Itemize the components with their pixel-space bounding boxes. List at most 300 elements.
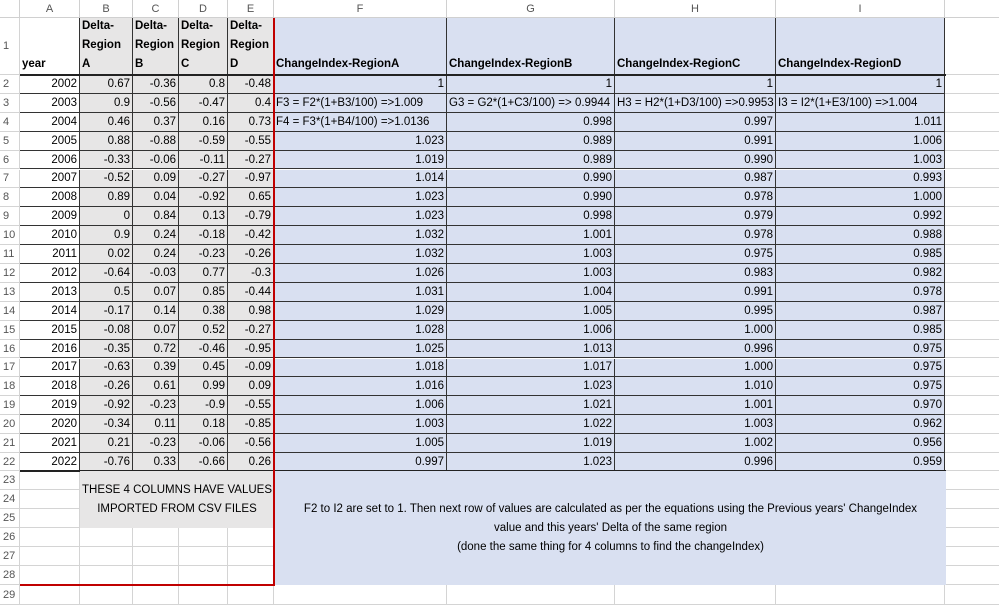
data-cell[interactable]: H3 = H2*(1+D3/100) =>0.9953 (615, 94, 776, 113)
data-cell[interactable]: 0.88 (80, 132, 133, 151)
data-cell[interactable]: 1.004 (447, 283, 615, 302)
cell[interactable] (80, 547, 133, 566)
data-cell[interactable]: -0.27 (179, 170, 228, 189)
data-cell[interactable]: -0.56 (133, 94, 179, 113)
data-cell[interactable]: -0.3 (228, 264, 274, 283)
cell[interactable] (179, 547, 228, 566)
cell[interactable] (133, 585, 179, 605)
cell[interactable] (945, 415, 999, 434)
data-cell[interactable]: 0.38 (179, 302, 228, 321)
data-cell[interactable]: 1.006 (447, 321, 615, 340)
data-cell[interactable]: -0.92 (80, 396, 133, 415)
header-cell[interactable]: year (20, 18, 80, 75)
data-cell[interactable]: -0.26 (228, 245, 274, 264)
data-cell[interactable]: -0.34 (80, 415, 133, 434)
row-number[interactable]: 15 (0, 321, 20, 340)
row-number[interactable]: 5 (0, 132, 20, 151)
data-cell[interactable]: 1.025 (274, 340, 447, 359)
header-cell[interactable]: ChangeIndex-RegionB (447, 18, 615, 75)
row-number[interactable]: 2 (0, 75, 20, 94)
data-cell[interactable]: 0.98 (228, 302, 274, 321)
cell[interactable] (80, 566, 133, 585)
cell[interactable] (945, 132, 999, 151)
row-number[interactable]: 7 (0, 170, 20, 189)
header-cell[interactable]: Delta-Region D (228, 18, 274, 75)
data-cell[interactable]: 1.019 (274, 151, 447, 170)
data-cell[interactable]: 1.003 (776, 151, 945, 170)
data-cell[interactable]: 2012 (20, 264, 80, 283)
data-cell[interactable]: -0.03 (133, 264, 179, 283)
data-cell[interactable]: 0.13 (179, 207, 228, 226)
data-cell[interactable]: 2015 (20, 321, 80, 340)
row-number[interactable]: 9 (0, 207, 20, 226)
cell[interactable] (945, 18, 999, 75)
cell[interactable] (20, 509, 80, 528)
row-number[interactable]: 18 (0, 377, 20, 396)
data-cell[interactable]: 0.26 (228, 453, 274, 471)
data-cell[interactable]: -0.97 (228, 170, 274, 189)
data-cell[interactable]: 1.023 (447, 453, 615, 471)
row-number[interactable]: 12 (0, 264, 20, 283)
data-cell[interactable]: 0.07 (133, 321, 179, 340)
data-cell[interactable]: -0.23 (179, 245, 228, 264)
data-cell[interactable]: 0.983 (615, 264, 776, 283)
data-cell[interactable]: 1.006 (776, 132, 945, 151)
cell[interactable] (945, 396, 999, 415)
data-cell[interactable]: 1.010 (615, 377, 776, 396)
data-cell[interactable]: -0.27 (228, 321, 274, 340)
cell[interactable] (945, 188, 999, 207)
column-header[interactable] (945, 0, 999, 18)
data-cell[interactable]: 1.003 (447, 264, 615, 283)
data-cell[interactable]: 1.014 (274, 170, 447, 189)
data-cell[interactable]: 0.959 (776, 453, 945, 471)
data-cell[interactable]: 1.000 (615, 321, 776, 340)
row-number[interactable]: 20 (0, 415, 20, 434)
calc-note-line3: (done the same thing for 4 columns to find the changeIndex) (457, 540, 764, 553)
data-cell[interactable]: 1.002 (615, 434, 776, 453)
data-cell[interactable]: 0.996 (615, 340, 776, 359)
data-cell[interactable]: 0.02 (80, 245, 133, 264)
cell[interactable] (133, 547, 179, 566)
data-cell[interactable]: 0.978 (615, 226, 776, 245)
data-cell[interactable]: 0.89 (80, 188, 133, 207)
data-cell[interactable]: -0.17 (80, 302, 133, 321)
data-cell[interactable]: 0.993 (776, 170, 945, 189)
data-cell[interactable]: 2022 (20, 453, 80, 471)
data-cell[interactable]: -0.95 (228, 340, 274, 359)
data-cell[interactable]: 0.04 (133, 188, 179, 207)
data-cell[interactable]: 0.5 (80, 283, 133, 302)
data-cell[interactable]: 0.989 (447, 151, 615, 170)
row-number[interactable]: 23 (0, 471, 20, 490)
cell[interactable] (20, 547, 80, 566)
data-cell[interactable]: 0.99 (179, 377, 228, 396)
data-cell[interactable]: -0.47 (179, 94, 228, 113)
data-cell[interactable]: 0.956 (776, 434, 945, 453)
data-cell[interactable]: 0.985 (776, 321, 945, 340)
cell[interactable] (945, 245, 999, 264)
data-cell[interactable]: -0.08 (80, 321, 133, 340)
data-cell[interactable]: -0.92 (179, 188, 228, 207)
data-cell[interactable]: 1.001 (615, 396, 776, 415)
row-number[interactable]: 13 (0, 283, 20, 302)
data-cell[interactable]: 1 (776, 75, 945, 94)
row-number[interactable]: 4 (0, 113, 20, 132)
data-cell[interactable]: -0.42 (228, 226, 274, 245)
data-cell[interactable]: 0.985 (776, 245, 945, 264)
data-cell[interactable]: 2009 (20, 207, 80, 226)
data-cell[interactable]: 2013 (20, 283, 80, 302)
data-cell[interactable]: 1.006 (274, 396, 447, 415)
data-cell[interactable]: 1.005 (274, 434, 447, 453)
data-cell[interactable]: 0.67 (80, 75, 133, 94)
data-cell[interactable]: 0.4 (228, 94, 274, 113)
header-cell[interactable]: Delta-Region A (80, 18, 133, 75)
cell[interactable] (945, 113, 999, 132)
data-cell[interactable]: 0.18 (179, 415, 228, 434)
cell[interactable] (945, 207, 999, 226)
data-cell[interactable]: 1.011 (776, 113, 945, 132)
cell[interactable] (945, 528, 999, 547)
data-cell[interactable]: I3 = I2*(1+E3/100) =>1.004 (776, 94, 945, 113)
cell[interactable] (228, 585, 274, 605)
data-cell[interactable]: -0.64 (80, 264, 133, 283)
data-cell[interactable]: -0.59 (179, 132, 228, 151)
data-cell[interactable]: 1.000 (776, 188, 945, 207)
data-cell[interactable]: 0.975 (776, 377, 945, 396)
data-cell[interactable]: 0.970 (776, 396, 945, 415)
cell[interactable] (80, 585, 133, 605)
data-cell[interactable]: -0.23 (133, 434, 179, 453)
column-header[interactable]: H (615, 0, 776, 18)
data-cell[interactable]: 0.84 (133, 207, 179, 226)
cell[interactable] (945, 453, 999, 471)
data-cell[interactable]: 1.021 (447, 396, 615, 415)
data-cell[interactable]: 0.9 (80, 94, 133, 113)
data-cell[interactable]: 0.992 (776, 207, 945, 226)
data-cell[interactable]: 0.37 (133, 113, 179, 132)
calc-note[interactable] (275, 471, 946, 585)
data-cell[interactable]: -0.76 (80, 453, 133, 471)
cell[interactable] (945, 170, 999, 189)
data-cell[interactable]: -0.09 (228, 359, 274, 378)
cell[interactable] (945, 75, 999, 94)
data-cell[interactable]: -0.18 (179, 226, 228, 245)
data-cell[interactable]: 0.46 (80, 113, 133, 132)
row-number[interactable]: 16 (0, 340, 20, 359)
data-cell[interactable]: 0.61 (133, 377, 179, 396)
data-cell[interactable]: 0.998 (447, 207, 615, 226)
row-number[interactable]: 25 (0, 509, 20, 528)
data-cell[interactable]: F3 = F2*(1+B3/100) =>1.009 (274, 94, 447, 113)
data-cell[interactable]: 2017 (20, 359, 80, 378)
data-cell[interactable]: -0.55 (228, 132, 274, 151)
data-cell[interactable]: 1.001 (447, 226, 615, 245)
data-cell[interactable]: -0.26 (80, 377, 133, 396)
data-cell[interactable]: 1.013 (447, 340, 615, 359)
cell[interactable] (945, 321, 999, 340)
row-number[interactable]: 21 (0, 434, 20, 453)
data-cell[interactable]: -0.63 (80, 359, 133, 378)
data-cell[interactable]: 1.028 (274, 321, 447, 340)
data-cell[interactable]: -0.44 (228, 283, 274, 302)
cell[interactable] (228, 566, 274, 585)
row-number[interactable]: 1 (0, 18, 20, 75)
cell[interactable] (615, 585, 776, 605)
data-cell[interactable]: 0.65 (228, 188, 274, 207)
data-cell[interactable]: 0.979 (615, 207, 776, 226)
cell[interactable] (945, 151, 999, 170)
data-cell[interactable]: -0.66 (179, 453, 228, 471)
cell[interactable] (945, 340, 999, 359)
data-cell[interactable]: -0.11 (179, 151, 228, 170)
data-cell[interactable]: 1 (274, 75, 447, 94)
cell[interactable] (776, 585, 945, 605)
data-cell[interactable]: 1.023 (274, 207, 447, 226)
cell[interactable] (228, 528, 274, 547)
data-cell[interactable]: 1.000 (615, 359, 776, 378)
data-cell[interactable]: 0.11 (133, 415, 179, 434)
row-number[interactable]: 27 (0, 547, 20, 566)
data-cell[interactable]: 0.21 (80, 434, 133, 453)
cell[interactable] (447, 585, 615, 605)
data-cell[interactable]: 0.85 (179, 283, 228, 302)
cell[interactable] (228, 547, 274, 566)
data-cell[interactable]: 0.24 (133, 245, 179, 264)
data-cell[interactable]: 2020 (20, 415, 80, 434)
data-cell[interactable]: 2002 (20, 75, 80, 94)
data-cell[interactable]: 0.975 (776, 359, 945, 378)
data-cell[interactable]: 0.991 (615, 132, 776, 151)
row-number[interactable]: 28 (0, 566, 20, 585)
column-header[interactable]: G (447, 0, 615, 18)
data-cell[interactable]: -0.48 (228, 75, 274, 94)
data-cell[interactable]: -0.23 (133, 396, 179, 415)
data-cell[interactable]: 0.39 (133, 359, 179, 378)
data-cell[interactable]: 2004 (20, 113, 80, 132)
header-cell[interactable]: Delta-Region C (179, 18, 228, 75)
data-cell[interactable]: 0.8 (179, 75, 228, 94)
data-cell[interactable]: 1.017 (447, 359, 615, 378)
cell[interactable] (179, 585, 228, 605)
cell[interactable] (20, 585, 80, 605)
data-cell[interactable]: 1.005 (447, 302, 615, 321)
data-cell[interactable]: 2008 (20, 188, 80, 207)
data-cell[interactable]: 0.987 (776, 302, 945, 321)
cell[interactable] (20, 471, 80, 490)
data-cell[interactable]: -0.36 (133, 75, 179, 94)
data-cell[interactable]: 1.023 (274, 132, 447, 151)
header-cell[interactable]: ChangeIndex-RegionA (274, 18, 447, 75)
data-cell[interactable]: 0.990 (615, 151, 776, 170)
cell[interactable] (274, 585, 447, 605)
cell[interactable] (945, 283, 999, 302)
header-cell[interactable]: ChangeIndex-RegionD (776, 18, 945, 75)
data-cell[interactable]: 0.45 (179, 359, 228, 378)
column-header[interactable]: A (20, 0, 80, 18)
column-header[interactable]: F (274, 0, 447, 18)
csv-note[interactable] (80, 471, 274, 528)
cell[interactable] (133, 566, 179, 585)
cell[interactable] (20, 490, 80, 509)
data-cell[interactable]: -0.33 (80, 151, 133, 170)
data-cell[interactable]: 0.996 (615, 453, 776, 471)
data-cell[interactable]: 0.997 (274, 453, 447, 471)
data-cell[interactable]: 0.16 (179, 113, 228, 132)
data-cell[interactable]: -0.06 (133, 151, 179, 170)
row-number[interactable]: 10 (0, 226, 20, 245)
cell[interactable] (945, 359, 999, 378)
data-cell[interactable]: -0.46 (179, 340, 228, 359)
data-cell[interactable]: 0.72 (133, 340, 179, 359)
cell[interactable] (179, 566, 228, 585)
cell[interactable] (945, 94, 999, 113)
cell[interactable] (179, 528, 228, 547)
data-cell[interactable]: 1.023 (274, 188, 447, 207)
data-cell[interactable]: -0.88 (133, 132, 179, 151)
cell[interactable] (945, 302, 999, 321)
cell[interactable] (945, 566, 999, 585)
data-cell[interactable]: 0.978 (615, 188, 776, 207)
data-cell[interactable]: 2003 (20, 94, 80, 113)
data-cell[interactable]: 1.003 (274, 415, 447, 434)
data-cell[interactable]: -0.9 (179, 396, 228, 415)
data-cell[interactable]: 2014 (20, 302, 80, 321)
row-number[interactable]: 14 (0, 302, 20, 321)
data-cell[interactable]: 2007 (20, 170, 80, 189)
data-cell[interactable]: 1.029 (274, 302, 447, 321)
data-cell[interactable]: -0.56 (228, 434, 274, 453)
calc-note-line2: value and this years' Delta of the same region (494, 521, 727, 534)
data-cell[interactable]: 0.73 (228, 113, 274, 132)
cell[interactable] (20, 566, 80, 585)
data-cell[interactable]: 0.975 (776, 340, 945, 359)
cell[interactable] (945, 585, 999, 605)
data-cell[interactable]: 0.09 (133, 170, 179, 189)
csv-note-line1: THESE 4 COLUMNS HAVE VALUES (81, 483, 272, 496)
cell[interactable] (945, 490, 999, 509)
data-cell[interactable]: -0.35 (80, 340, 133, 359)
row-number[interactable]: 3 (0, 94, 20, 113)
column-header[interactable]: B (80, 0, 133, 18)
data-cell[interactable]: -0.55 (228, 396, 274, 415)
row-number[interactable]: 24 (0, 490, 20, 509)
cell[interactable] (80, 528, 133, 547)
row-number[interactable]: 22 (0, 453, 20, 471)
data-cell[interactable]: 1.026 (274, 264, 447, 283)
data-cell[interactable]: 0.990 (447, 188, 615, 207)
data-cell[interactable]: 1.022 (447, 415, 615, 434)
data-cell[interactable]: 2005 (20, 132, 80, 151)
cell[interactable] (945, 264, 999, 283)
data-cell[interactable]: 0 (80, 207, 133, 226)
data-cell[interactable]: -0.85 (228, 415, 274, 434)
data-cell[interactable]: -0.52 (80, 170, 133, 189)
data-cell[interactable]: 0.982 (776, 264, 945, 283)
data-cell[interactable]: 0.14 (133, 302, 179, 321)
data-cell[interactable]: 0.995 (615, 302, 776, 321)
data-cell[interactable]: 0.77 (179, 264, 228, 283)
data-cell[interactable]: 0.9 (80, 226, 133, 245)
row-number[interactable]: 17 (0, 359, 20, 378)
cell[interactable] (945, 226, 999, 245)
data-cell[interactable]: 0.24 (133, 226, 179, 245)
data-cell[interactable]: 1.032 (274, 245, 447, 264)
data-cell[interactable]: 0.07 (133, 283, 179, 302)
cell[interactable] (945, 509, 999, 528)
row-number[interactable]: 29 (0, 585, 20, 605)
data-cell[interactable]: 1.031 (274, 283, 447, 302)
data-cell[interactable]: 0.33 (133, 453, 179, 471)
data-cell[interactable]: -0.79 (228, 207, 274, 226)
data-cell[interactable]: 1.003 (615, 415, 776, 434)
data-cell[interactable]: 2016 (20, 340, 80, 359)
data-cell[interactable]: 1.032 (274, 226, 447, 245)
column-header[interactable]: I (776, 0, 945, 18)
row-number[interactable]: 19 (0, 396, 20, 415)
row-number[interactable]: 26 (0, 528, 20, 547)
data-cell[interactable]: 0.998 (447, 113, 615, 132)
data-cell[interactable]: 1 (615, 75, 776, 94)
row-number[interactable]: 8 (0, 188, 20, 207)
data-cell[interactable]: G3 = G2*(1+C3/100) => 0.9944 (447, 94, 615, 113)
cell[interactable] (945, 471, 999, 490)
data-cell[interactable]: 2019 (20, 396, 80, 415)
data-cell[interactable]: -0.06 (179, 434, 228, 453)
data-cell[interactable]: 1.023 (447, 377, 615, 396)
data-cell[interactable]: 0.962 (776, 415, 945, 434)
cell[interactable] (20, 528, 80, 547)
data-cell[interactable]: 2006 (20, 151, 80, 170)
header-cell[interactable]: Delta-Region B (133, 18, 179, 75)
data-cell[interactable]: 2018 (20, 377, 80, 396)
data-cell[interactable]: 0.52 (179, 321, 228, 340)
column-header[interactable]: E (228, 0, 274, 18)
header-cell[interactable]: ChangeIndex-RegionC (615, 18, 776, 75)
data-cell[interactable]: 1.018 (274, 359, 447, 378)
data-cell[interactable]: 2021 (20, 434, 80, 453)
data-cell[interactable]: -0.27 (228, 151, 274, 170)
row-number[interactable]: 6 (0, 151, 20, 170)
data-cell[interactable]: 0.978 (776, 283, 945, 302)
cell[interactable] (945, 434, 999, 453)
data-cell[interactable]: 0.09 (228, 377, 274, 396)
data-cell[interactable]: 2011 (20, 245, 80, 264)
data-cell[interactable]: 0.989 (447, 132, 615, 151)
data-cell[interactable]: 1.016 (274, 377, 447, 396)
data-cell[interactable]: 1 (447, 75, 615, 94)
data-cell[interactable]: 0.987 (615, 170, 776, 189)
red-border-right (273, 18, 275, 586)
column-header[interactable]: D (179, 0, 228, 18)
data-cell[interactable]: 0.988 (776, 226, 945, 245)
data-cell[interactable]: 0.997 (615, 113, 776, 132)
cell[interactable] (133, 528, 179, 547)
data-cell[interactable]: 0.991 (615, 283, 776, 302)
row-number[interactable]: 11 (0, 245, 20, 264)
cell[interactable] (945, 377, 999, 396)
data-cell[interactable]: 0.975 (615, 245, 776, 264)
data-cell[interactable]: 0.990 (447, 170, 615, 189)
data-cell[interactable]: 1.019 (447, 434, 615, 453)
data-cell[interactable]: 2010 (20, 226, 80, 245)
data-cell[interactable]: F4 = F3*(1+B4/100) =>1.0136 (274, 113, 447, 132)
data-cell[interactable]: 1.003 (447, 245, 615, 264)
cell[interactable] (945, 547, 999, 566)
column-header[interactable]: C (133, 0, 179, 18)
select-all-corner[interactable] (0, 0, 20, 18)
